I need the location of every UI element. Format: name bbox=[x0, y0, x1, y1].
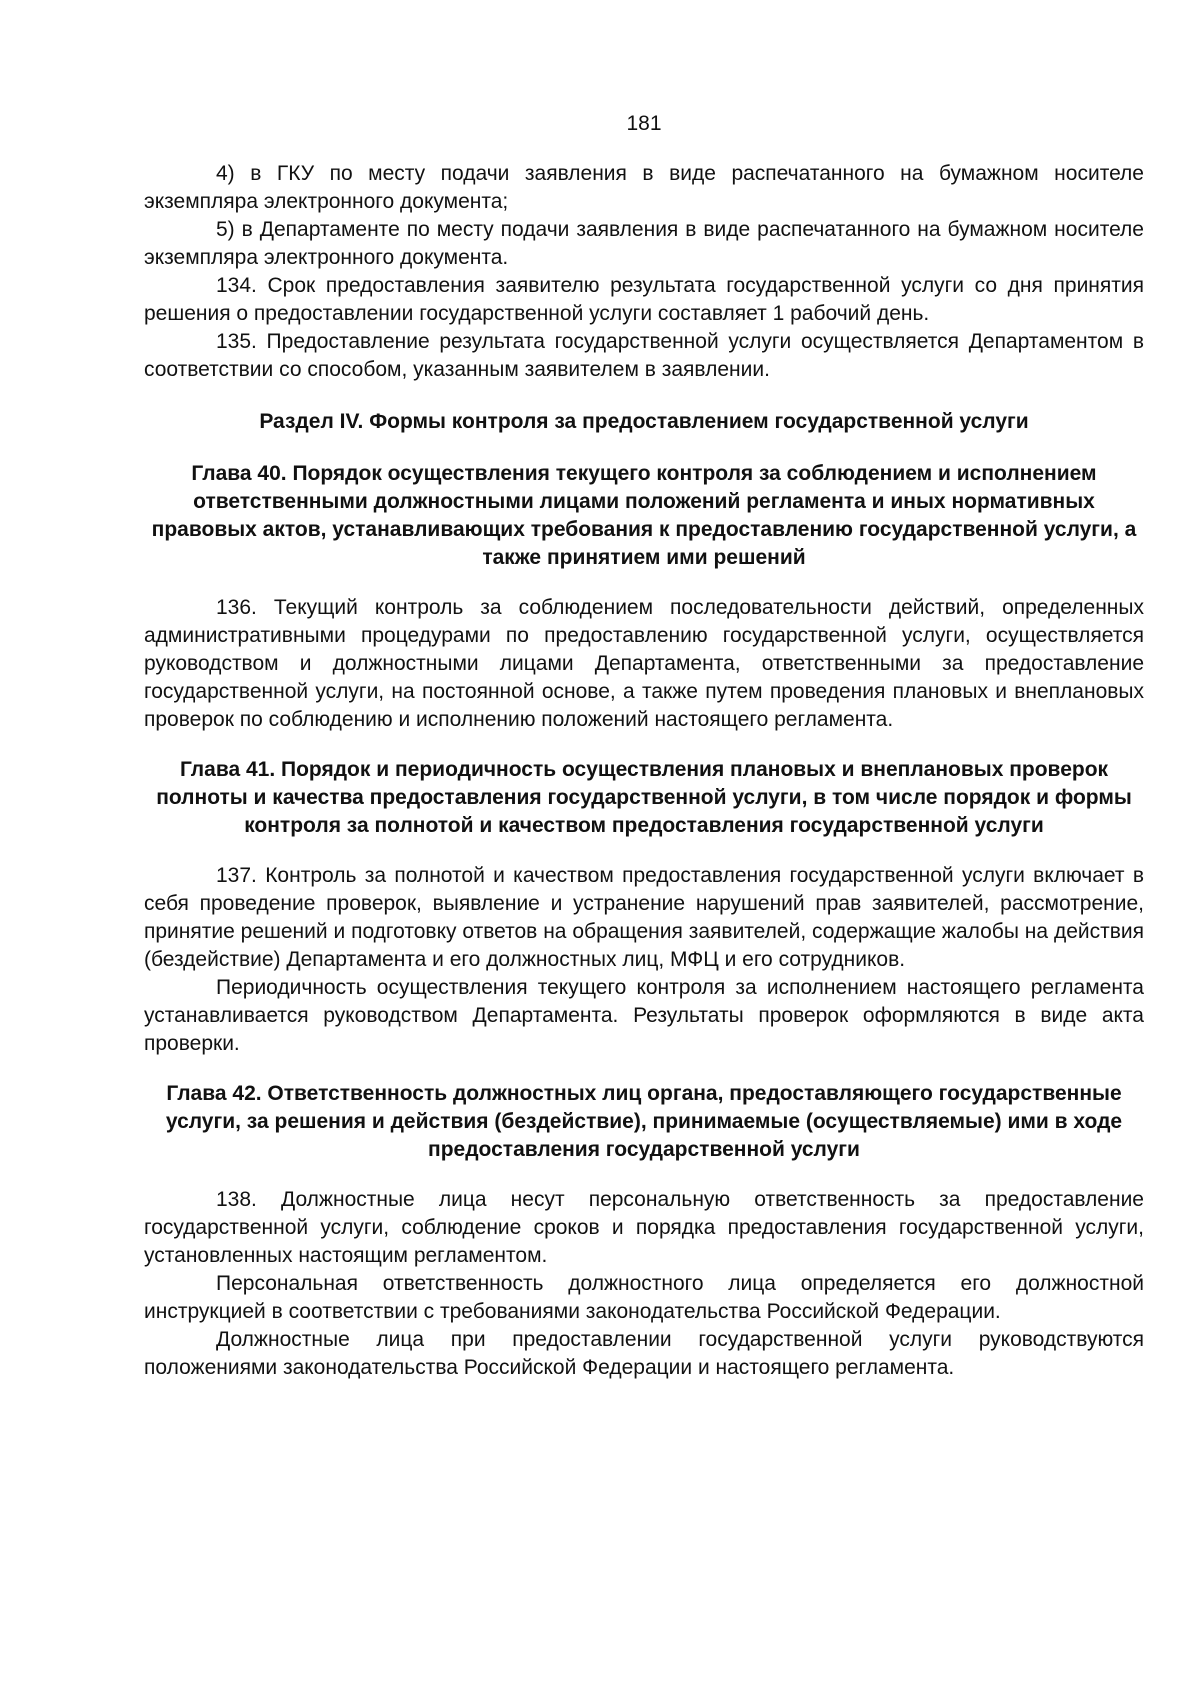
paragraph-135: 135. Предоставление результата государственной услуги осуществляется Департаментом в соответствии со способом, указанным заявителем в заявлении. bbox=[144, 330, 1144, 381]
paragraph-item-4: 4) в ГКУ по месту подачи заявления в виде распечатанного на бумажном носителе экземпляра электронного документа; bbox=[144, 162, 1144, 213]
chapter-40-heading: Глава 40. Порядок осуществления текущего контроля за соблюдением и исполнением ответственными должностными лицами положений регламента и иных нормативных правовых актов, устанавливающих требования к предоставлению государственной услуги, а также принятием ими решений bbox=[151, 462, 1137, 569]
paragraph-personal-responsibility: Персональная ответственность должностного лица определяется его должностной инструкцией в соответствии с требованиями законодательства Российской Федерации. bbox=[144, 1272, 1144, 1323]
paragraph-136: 136. Текущий контроль за соблюдением последовательности действий, определенных административными процедурами по предоставлению государственной услуги, осуществляется руководством и должностными лицами Департамента, ответственными за предоставление государственной услуги, на постоянной основе, а также путем проведения плановых и внеплановых проверок по соблюдению и исполнению положений настоящего регламента. bbox=[144, 596, 1144, 731]
paragraph-138: 138. Должностные лица несут персональную ответственность за предоставление государственной услуги, соблюдение сроков и порядка предоставления государственной услуги, установленных настоящим регламентом. bbox=[144, 1188, 1144, 1267]
section-heading: Раздел IV. Формы контроля за предоставлением государственной услуги bbox=[259, 410, 1029, 433]
document-page bbox=[144, 110, 1144, 1382]
paragraph-item-5: 5) в Департаменте по месту подачи заявления в виде распечатанного на бумажном носителе экземпляра электронного документа. bbox=[144, 218, 1144, 269]
paragraph-134: 134. Срок предоставления заявителю результата государственной услуги со дня принятия решения о предоставлении государственной услуги составляет 1 рабочий день. bbox=[144, 274, 1144, 325]
paragraph-137: 137. Контроль за полнотой и качеством предоставления государственной услуги включает в себя проведение проверок, выявление и устранение нарушений прав заявителей, рассмотрение, принятие решений и подготовку ответов на обращения заявителей, содержащие жалобы на действия (бездействие) Департамента и его должностных лиц, МФЦ и его сотрудников. bbox=[144, 864, 1144, 971]
page-number: 181 bbox=[626, 112, 662, 135]
paragraph-periodicity: Периодичность осуществления текущего контроля за исполнением настоящего регламента устанавливается руководством Департамента. Результаты проверок оформляются в виде акта проверки. bbox=[144, 976, 1144, 1055]
chapter-41-heading: Глава 41. Порядок и периодичность осуществления плановых и внеплановых проверок полноты и качества предоставления государственной услуги, в том числе порядок и формы контроля за полнотой и качеством предоставления государственной услуги bbox=[156, 758, 1132, 837]
paragraph-officials-guidance: Должностные лица при предоставлении государственной услуги руководствуются положениями законодательства Российской Федерации и настоящего регламента. bbox=[144, 1328, 1144, 1379]
chapter-42-heading: Глава 42. Ответственность должностных лиц органа, предоставляющего государственные услуги, за решения и действия (бездействие), принимаемые (осуществляемые) ими в ходе предоставления государственной услуги bbox=[165, 1082, 1123, 1161]
